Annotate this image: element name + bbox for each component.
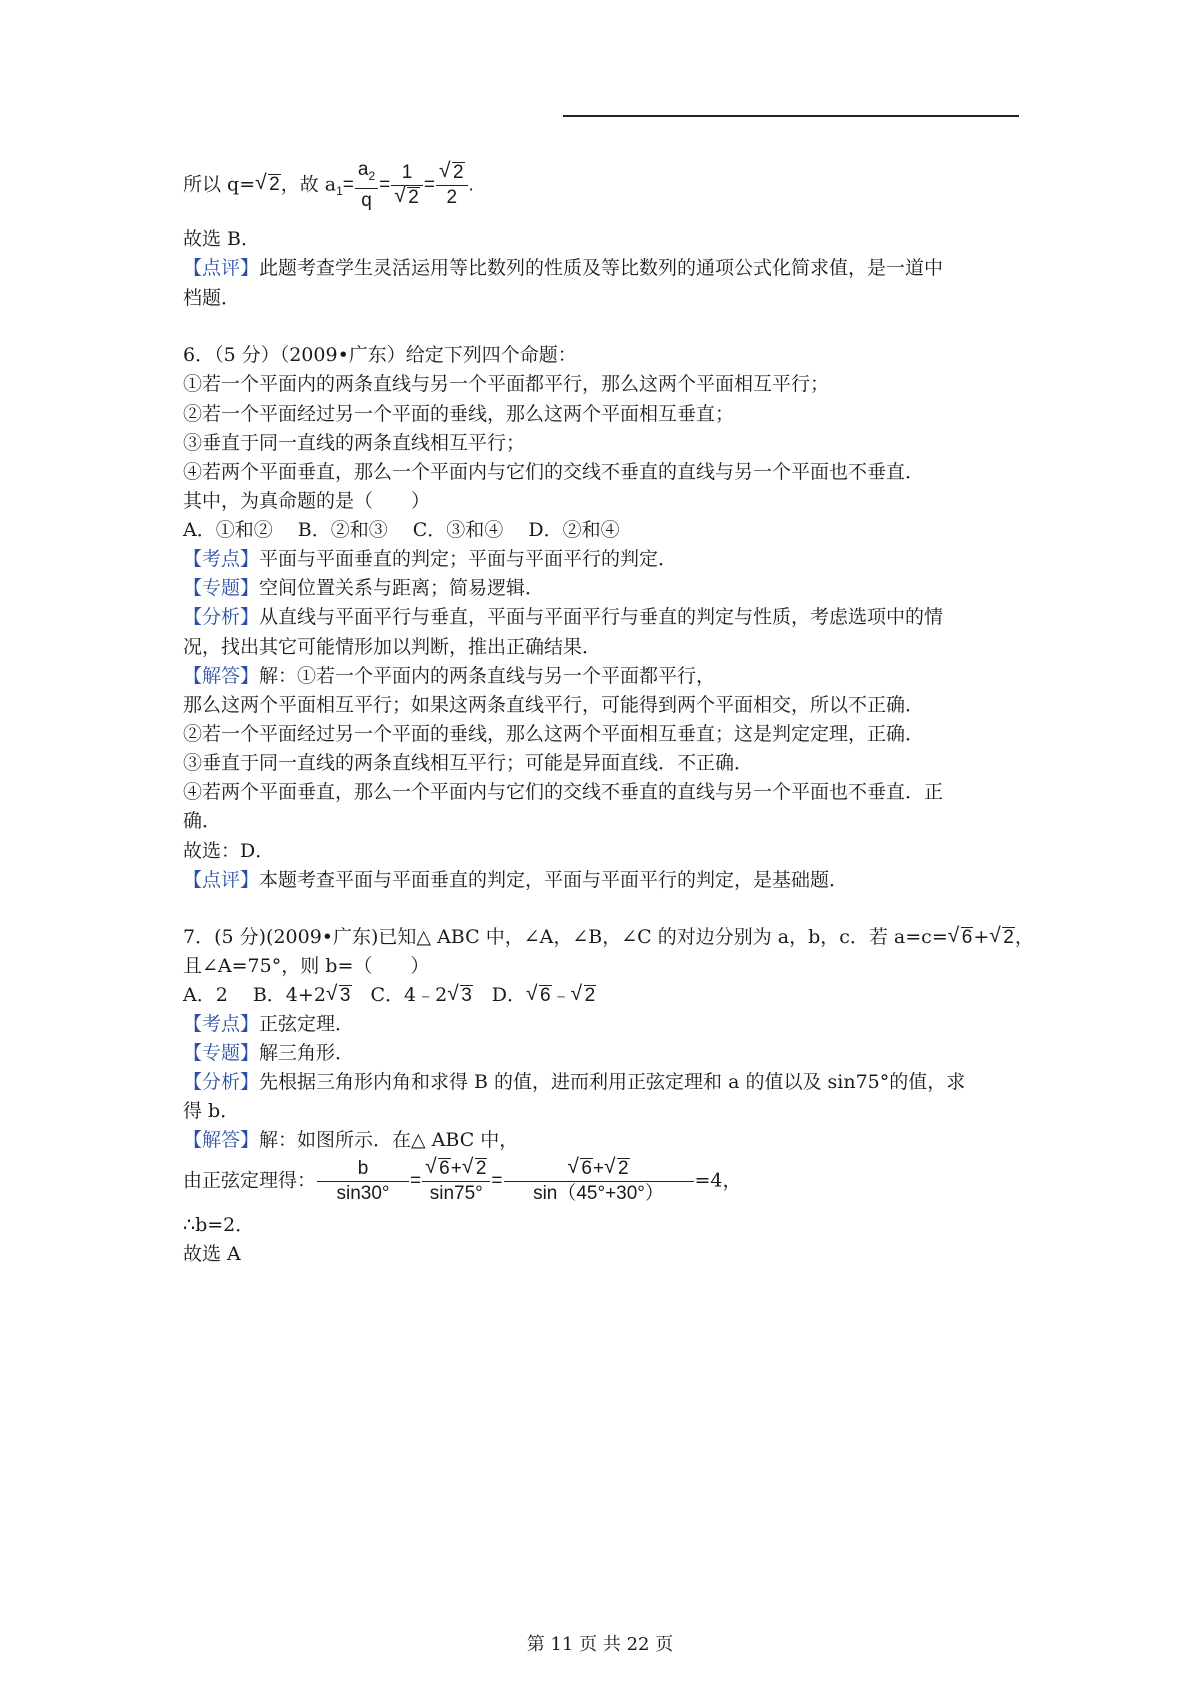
q7-answer: 故选 A — [183, 1243, 241, 1265]
q7-options: A．2 B．4+2√ 3 C．4﹣2√ 3 D．√ 6﹣√ 2 — [183, 982, 596, 1009]
q6-kaodian-text: 平面与平面垂直的判定；平面与平面平行的判定． — [259, 548, 678, 570]
header-rule — [563, 115, 1019, 117]
tag-dianping-q6: 【点评】 — [183, 869, 260, 891]
sqrt-2: √ 2 — [989, 925, 1015, 951]
tag-kaodian: 【考点】 — [183, 548, 260, 570]
prev-mid: ，故 a — [280, 173, 337, 196]
q6-p1: ①若一个平面内的两条直线与另一个平面都平行，那么这两个平面相互平行； — [183, 373, 830, 395]
sub-1: 1 — [336, 184, 343, 199]
prev-answer: 故选 B． — [183, 228, 261, 250]
q7-zhuanti-text: 解三角形． — [259, 1042, 355, 1064]
q6-jd6: 确． — [183, 810, 222, 832]
sqrt-6: √ 6 — [948, 925, 974, 951]
q7-opt-c: C．4﹣2 — [351, 984, 448, 1006]
q6-jd2: 那么这两个平面相互平行；如果这两条直线平行，可能得到两个平面相交，所以不正确． — [183, 694, 925, 716]
sqrt-6-d: √ 6 — [526, 983, 552, 1009]
q6-p2: ②若一个平面经过另一个平面的垂线，那么这两个平面相互垂直； — [183, 403, 735, 425]
q6-ask: 其中，为真命题的是（ ） — [183, 490, 431, 512]
q7-line2: 且∠A=75°，则 b=（ ） — [183, 955, 430, 977]
q6-kaodian — [183, 546, 677, 572]
q7-fenxi-text: 先根据三角形内角和求得 B 的值，进而利用正弦定理和 a 的值以及 sin75°的值，求 — [259, 1071, 966, 1093]
q6-fenxi-text: 从直线与平面平行与垂直，平面与平面平行与垂直的判定与性质，考虑选项中的情 — [259, 606, 944, 628]
q6-fenxi — [183, 604, 943, 630]
frac-sum-sin75: √ $\frac{6+√ 2}{\sin 75^\circ}$ — [422, 1157, 490, 1206]
q6-zhuanti-text: 空间位置关系与距离；简易逻辑． — [259, 577, 545, 599]
q6-title: 6．（5 分）（2009•广东）给定下列四个命题： — [183, 344, 577, 366]
tag-dianping: 【点评】 — [183, 257, 260, 279]
tag-jieda: 【解答】 — [183, 665, 260, 687]
tag-zhuanti: 【专题】 — [183, 577, 260, 599]
q6-jd3: ②若一个平面经过另一个平面的垂线，那么这两个平面相互垂直；这是判定定理，正确． — [183, 723, 925, 745]
q7-result: ∴b=2． — [183, 1214, 255, 1236]
q7-fenxi — [183, 1069, 965, 1095]
prev-comment — [183, 255, 943, 281]
q7-title-text: 7．(5 分)(2009•广东)已知△ ABC 中，∠A，∠B，∠C 的对边分别为 a，b，c．若 a=c= — [183, 926, 948, 948]
frac-a2-q: $\frac{a_2}{q}$ — [355, 158, 378, 213]
sqrt-q: √ 2 — [255, 172, 281, 198]
q6-jieda — [183, 663, 715, 689]
q6-fenxi-2: 况，找出其它可能情形加以判断，推出正确结果． — [183, 636, 602, 658]
prev-comment-2: 档题． — [183, 287, 241, 309]
q7-kaodian-text: 正弦定理． — [259, 1013, 355, 1035]
q6-options: A．①和② B．②和③ C．③和④ D．②和④ — [183, 519, 620, 541]
tag-zhuanti-q7: 【专题】 — [183, 1042, 260, 1064]
q6-p4: ④若两个平面垂直，那么一个平面内与它们的交线不垂直的直线与另一个平面也不垂直． — [183, 461, 925, 483]
q7-opt-d: D． — [472, 984, 527, 1006]
q6-dianping — [183, 867, 848, 893]
q6-zhuanti — [183, 575, 544, 601]
q6-jd4: ③垂直于同一直线的两条直线相互平行；可能是异面直线．不正确． — [183, 752, 754, 774]
q6-jd5: ④若两个平面垂直，那么一个平面内与它们的交线不垂直的直线与另一个平面也不垂直．正 — [183, 781, 944, 803]
tag-fenxi: 【分析】 — [183, 606, 260, 628]
q7-title: 7．(5 分)(2009•广东)已知△ ABC 中，∠A，∠B，∠C 的对边分别为 a，b，c．若 a=c=√ 6+√ 2， — [183, 924, 1034, 951]
tag-fenxi-q7: 【分析】 — [183, 1071, 260, 1093]
page-footer: 第 11 页 共 22 页 — [526, 1634, 674, 1655]
tag-jieda-q7: 【解答】 — [183, 1129, 260, 1151]
sqrt-3-c: √ 3 — [447, 983, 473, 1009]
frac-sqrt2-2: √ $\frac{2}{2}$ — [436, 161, 468, 210]
prev-comment-text: 此题考查学生灵活运用等比数列的性质及等比数列的通项公式化简求值，是一道中 — [259, 257, 944, 279]
q7-jieda — [183, 1127, 518, 1153]
tag-kaodian-q7: 【考点】 — [183, 1013, 260, 1035]
q7-zhuanti — [183, 1040, 354, 1066]
prev-formula-line: 所以 q=√ 2，故 $a_1=$ $\frac{a_2}{q}$ = 1 √ 2 = √ $\frac{2}{2}$ . — [183, 158, 474, 213]
prev-text: 所以 q= — [183, 173, 256, 196]
law-prefix: 由正弦定理得： — [183, 1169, 317, 1192]
sqrt-3-b: √ 3 — [326, 983, 352, 1009]
frac-sum-sin-sum: √ $\frac{6+√ 2}{\sin(45^\circ+30^\circ)}$ — [504, 1157, 694, 1206]
q7-fenxi-2: 得 b． — [183, 1100, 240, 1122]
q7-kaodian — [183, 1011, 354, 1037]
frac-1-sqrt2: 1 √ 2 — [391, 161, 423, 210]
sqrt-2-d: √ 2 — [571, 983, 597, 1009]
q7-sine-law: 由正弦定理得： $\frac{b}{\sin 30^\circ}$ = √ $\frac{6+√ 2}{\sin 75^\circ}$ = √ $\frac{6+√ 2}{\sin(45^\circ+30^\circ)}$ =4， — [183, 1157, 742, 1206]
q6-jieda-text: 解：①若一个平面内的两条直线与另一个平面都平行， — [259, 665, 716, 687]
q6-p3: ③垂直于同一直线的两条直线相互平行； — [183, 432, 526, 454]
q6-dianping-text: 本题考查平面与平面垂直的判定，平面与平面平行的判定，是基础题． — [259, 869, 849, 891]
frac-b-sin30: $\frac{b}{\sin 30^\circ}$ — [317, 1157, 409, 1206]
q7-opt-ab: A．2 B．4+2 — [183, 984, 326, 1006]
q6-answer: 故选：D． — [183, 840, 275, 862]
q7-jieda-text: 解：如图所示．在△ ABC 中， — [259, 1129, 519, 1151]
